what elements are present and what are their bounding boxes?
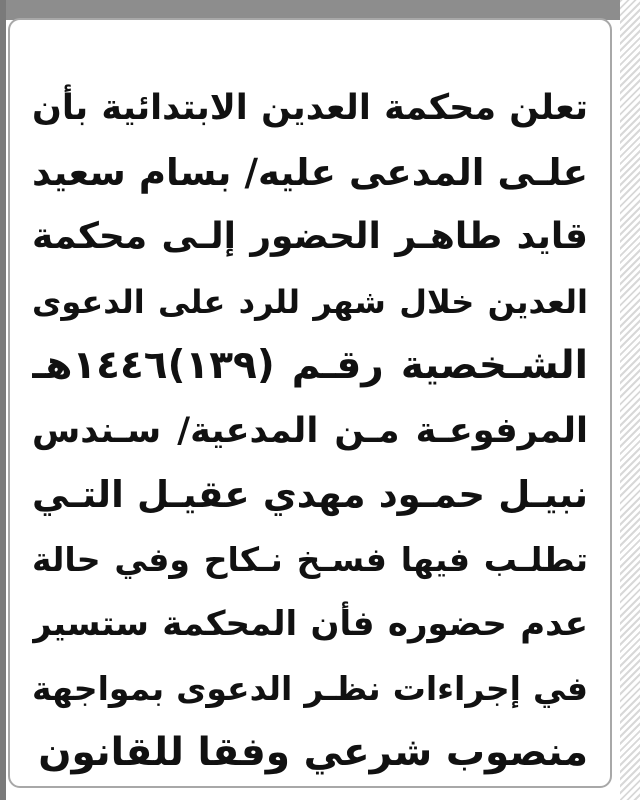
notice-line-1: تعلن محكمة العدين الابتدائية بأن <box>32 88 588 128</box>
notice-line-5: الشـخصية رقـم (١٣٩)١٤٤٦هـ <box>32 343 588 388</box>
left-border <box>0 0 6 800</box>
notice-line-9: عدم حضوره فأن المحكمة ستسير <box>32 604 588 644</box>
court-notice-box <box>8 18 612 788</box>
notice-line-3: قايد طاهـر الحضور إلـى محكمة <box>32 216 588 257</box>
notice-line-4: العدين خلال شهر للرد على الدعوى <box>32 282 588 321</box>
notice-text <box>32 76 588 786</box>
notice-line-10: في إجراءات نظـر الدعوى بمواجهة <box>32 668 588 708</box>
notice-line-7: نبيـل حمـود مهدي عقيـل التـي <box>32 473 588 516</box>
top-border <box>0 0 640 20</box>
notice-line-6: المرفوعـة مـن المدعية/ سـندس <box>32 410 588 451</box>
hatched-right-border <box>620 0 640 800</box>
notice-line-11: منصوب شرعي وفقا للقانون <box>38 730 588 775</box>
notice-line-8: تطلـب فيها فسـخ نـكاح وفي حالة <box>32 539 588 579</box>
notice-line-2: علـى المدعى عليه/ بسام سعيد <box>32 150 588 194</box>
